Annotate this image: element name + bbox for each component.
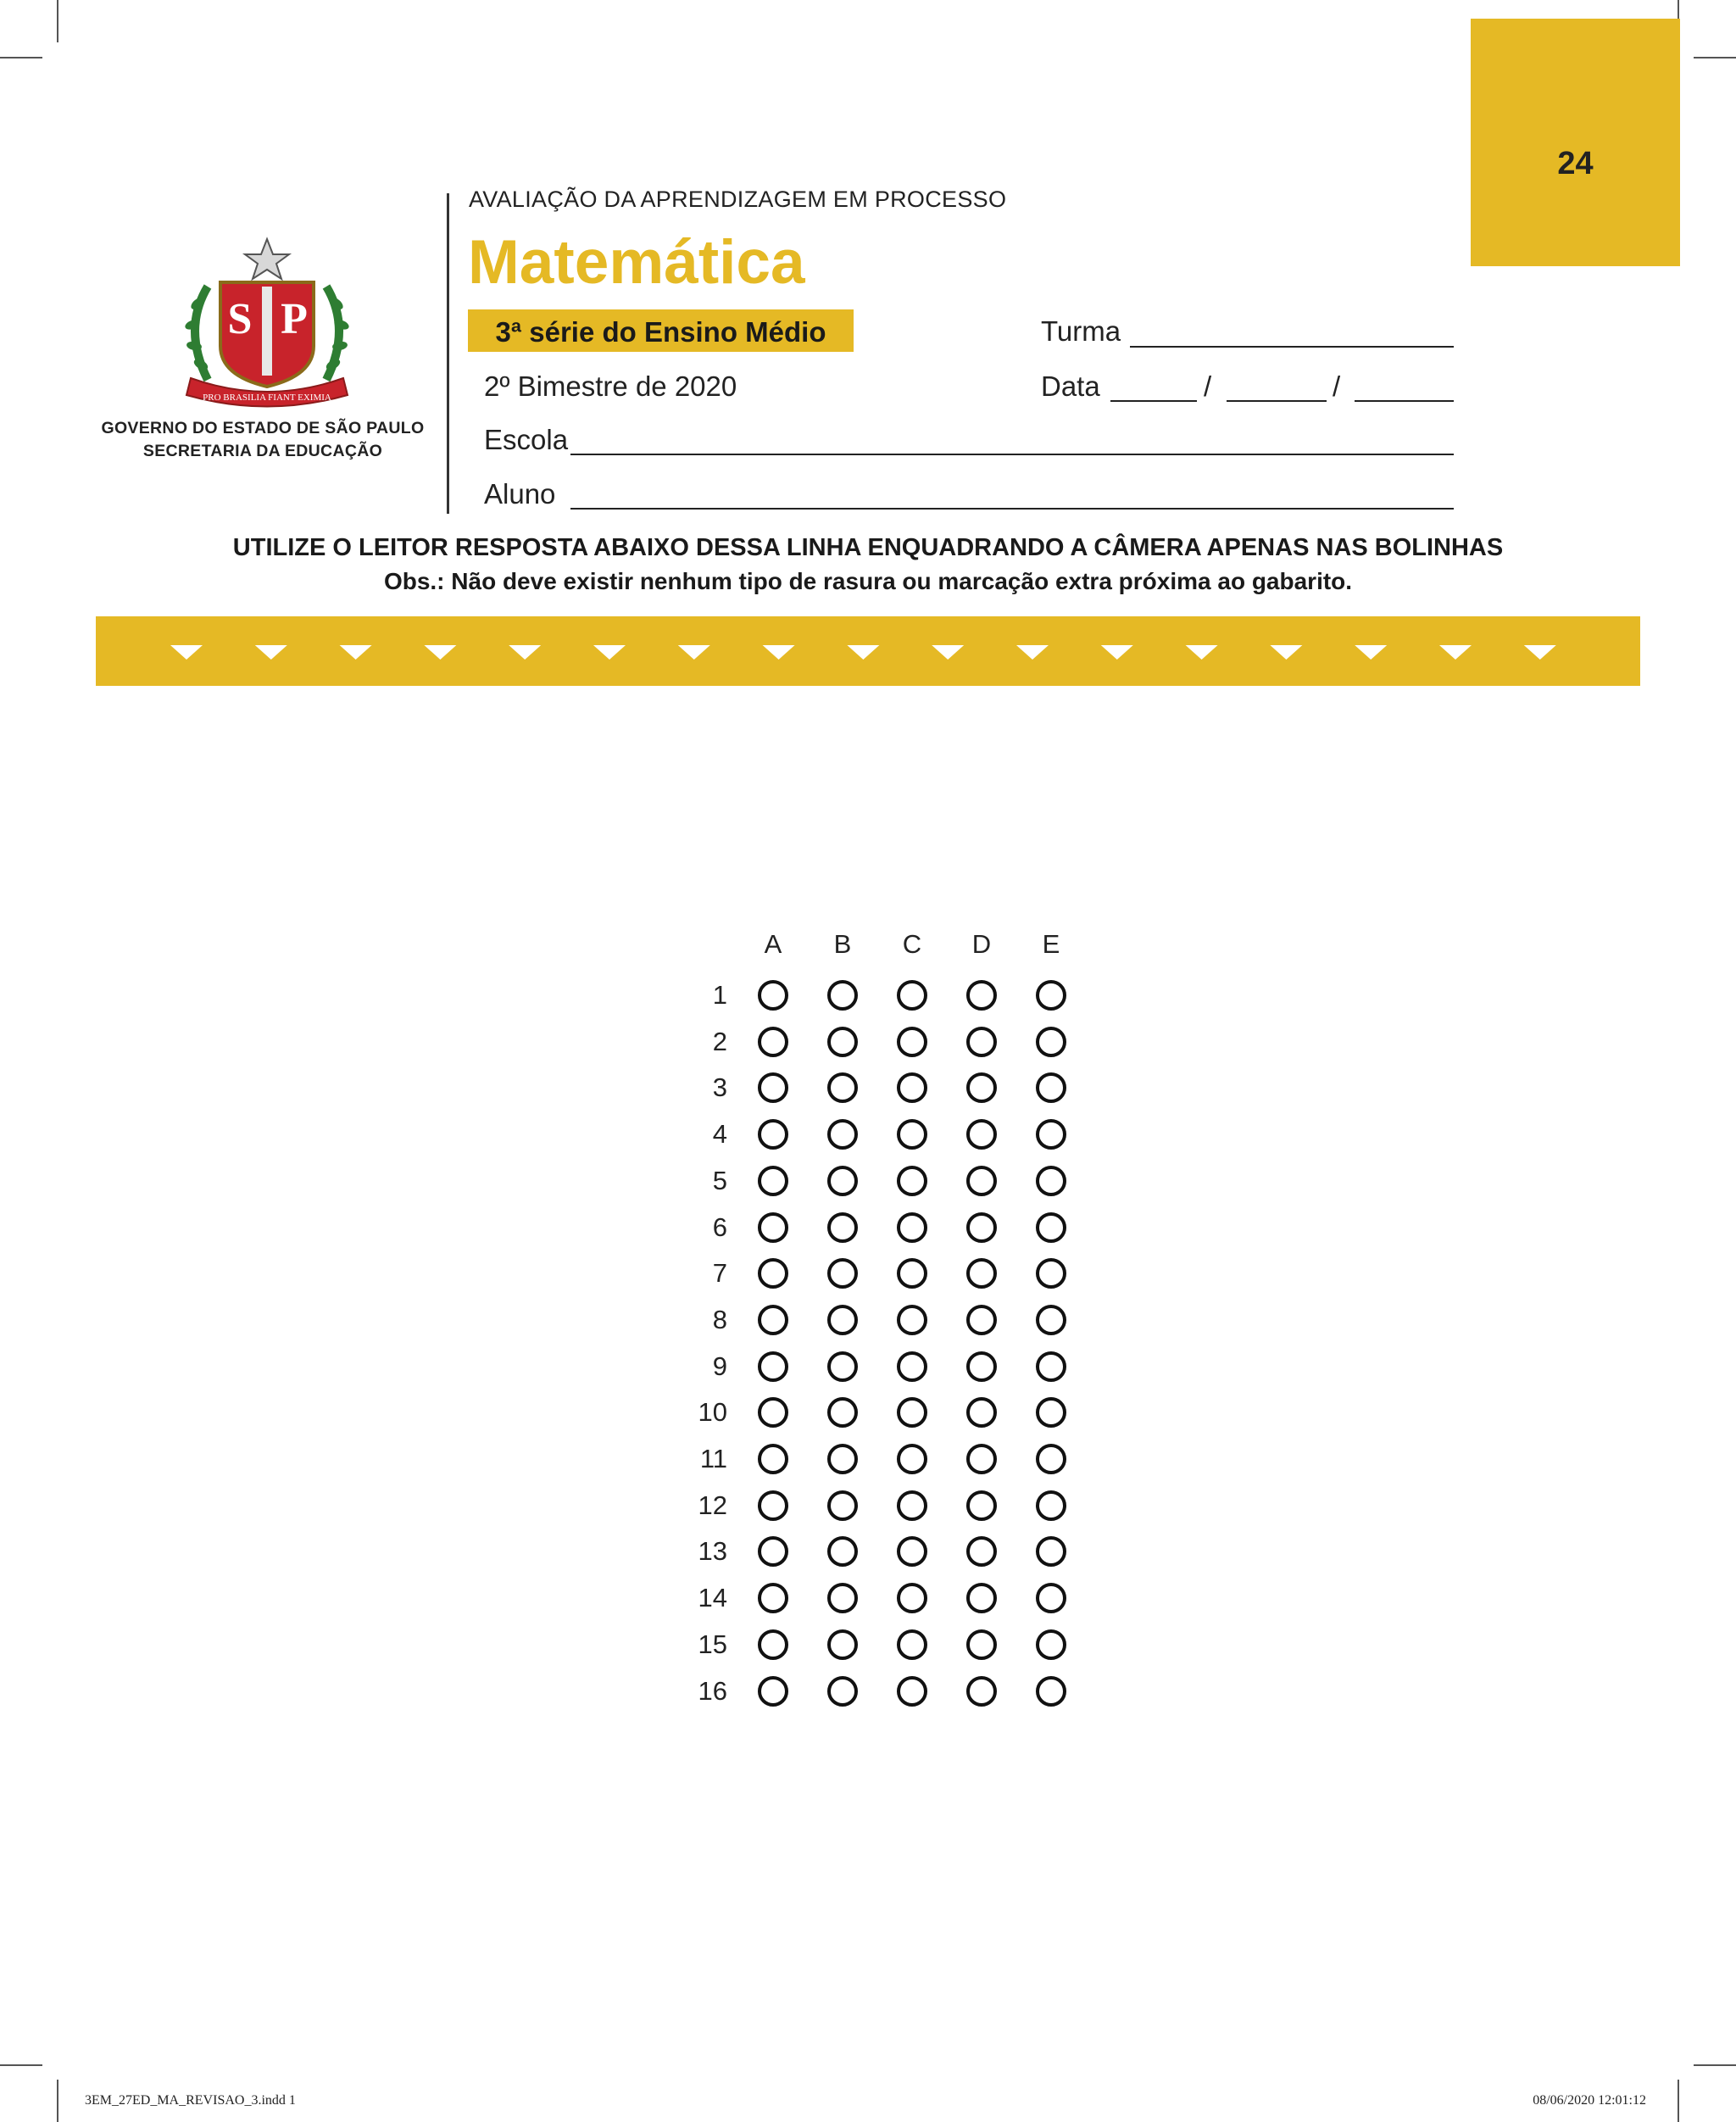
escola-field[interactable] [570, 454, 1454, 455]
alignment-triangle-icon [340, 645, 372, 660]
evaluation-title: AVALIAÇÃO DA APRENDIZAGEM EM PROCESSO [469, 187, 1007, 212]
answer-bubble[interactable] [966, 1536, 997, 1567]
turma-label: Turma [1041, 315, 1121, 347]
footer-timestamp: 08/06/2020 12:01:12 [1533, 2093, 1646, 2108]
answer-bubble[interactable] [1036, 1629, 1066, 1660]
answer-bubble[interactable] [827, 1397, 858, 1428]
svg-text:S: S [227, 295, 253, 343]
date-day-field[interactable] [1110, 400, 1197, 402]
answer-bubble[interactable] [827, 1444, 858, 1474]
answer-bubble[interactable] [758, 1166, 788, 1196]
answer-bubble[interactable] [1036, 1536, 1066, 1567]
answer-bubble[interactable] [897, 1583, 927, 1613]
answer-bubble[interactable] [758, 1629, 788, 1660]
answer-bubble[interactable] [897, 1490, 927, 1521]
answer-bubble[interactable] [1036, 1676, 1066, 1707]
alignment-triangle-icon [932, 645, 964, 660]
observation-note: Obs.: Não deve existir nenhum tipo de rasura ou marcação extra próxima ao gabarito. [383, 568, 1353, 594]
answer-bubble[interactable] [966, 1072, 997, 1103]
header-divider [447, 193, 449, 514]
aluno-label: Aluno [484, 478, 556, 510]
question-number: 9 [712, 1351, 727, 1381]
answer-bubble[interactable] [1036, 1166, 1066, 1196]
answer-bubble[interactable] [827, 1351, 858, 1382]
question-number: 4 [712, 1119, 727, 1150]
answer-bubble[interactable] [758, 1397, 788, 1428]
answer-bubble[interactable] [1036, 1212, 1066, 1243]
answer-bubble[interactable] [758, 1583, 788, 1613]
question-number: 13 [698, 1536, 727, 1567]
turma-field[interactable] [1130, 346, 1454, 348]
logo-motto: PRO BRASILIA FIANT EXIMIA [203, 393, 331, 403]
answer-bubble[interactable] [827, 1212, 858, 1243]
answer-bubble[interactable] [897, 1072, 927, 1103]
answer-bubble[interactable] [827, 1583, 858, 1613]
answer-bubble[interactable] [966, 1212, 997, 1243]
alignment-triangle-icon [847, 645, 879, 660]
alignment-triangle-icon [763, 645, 795, 660]
page-code: 24 [1557, 146, 1594, 181]
answer-bubble[interactable] [966, 1258, 997, 1289]
answer-bubble[interactable] [1036, 1305, 1066, 1335]
page-code-box [1471, 19, 1680, 266]
crop-mark [0, 2064, 42, 2066]
government-line: GOVERNO DO ESTADO DE SÃO PAULO [101, 419, 425, 437]
escola-label: Escola [484, 424, 569, 455]
answer-bubble[interactable] [897, 1351, 927, 1382]
answer-bubble[interactable] [897, 1676, 927, 1707]
answer-bubble[interactable] [966, 1027, 997, 1057]
alignment-triangle-icon [170, 645, 203, 660]
option-letter-d: D [971, 929, 992, 959]
answer-bubble[interactable] [1036, 1490, 1066, 1521]
question-number: 7 [712, 1258, 727, 1289]
answer-bubble[interactable] [758, 980, 788, 1011]
crop-mark [57, 0, 58, 42]
date-separator: / [1333, 370, 1341, 402]
answer-bubble[interactable] [1036, 1351, 1066, 1382]
answer-bubble[interactable] [897, 1305, 927, 1335]
department-line: SECRETARIA DA EDUCAÇÃO [142, 442, 383, 460]
answer-bubble[interactable] [827, 1258, 858, 1289]
answer-bubble[interactable] [1036, 1583, 1066, 1613]
answer-bubble[interactable] [827, 1027, 858, 1057]
answer-bubble[interactable] [827, 1629, 858, 1660]
grade-label: 3ª série do Ensino Médio [495, 316, 826, 348]
alignment-triangle-icon [593, 645, 626, 660]
answer-bubble[interactable] [897, 1629, 927, 1660]
alignment-triangle-icon [509, 645, 541, 660]
answer-bubble[interactable] [966, 1490, 997, 1521]
question-number: 16 [698, 1675, 727, 1706]
alignment-markers [96, 616, 1640, 686]
government-name [85, 417, 441, 463]
answer-bubble[interactable] [966, 1351, 997, 1382]
answer-bubble[interactable] [758, 1444, 788, 1474]
answer-bubble[interactable] [758, 1305, 788, 1335]
crop-mark [1694, 2064, 1736, 2066]
answer-bubble[interactable] [897, 980, 927, 1011]
answer-bubble[interactable] [1036, 1397, 1066, 1428]
answer-bubble[interactable] [827, 980, 858, 1011]
date-separator: / [1204, 370, 1212, 402]
alignment-triangle-icon [1355, 645, 1387, 660]
answer-bubble[interactable] [966, 1397, 997, 1428]
answer-bubble[interactable] [827, 1490, 858, 1521]
question-number: 6 [712, 1211, 727, 1242]
answer-bubble[interactable] [827, 1072, 858, 1103]
answer-bubble[interactable] [897, 1536, 927, 1567]
option-letter-c: C [902, 929, 922, 959]
answer-bubble[interactable] [966, 1583, 997, 1613]
alignment-triangle-icon [1270, 645, 1302, 660]
question-number: 3 [712, 1072, 727, 1103]
question-number: 15 [698, 1629, 727, 1659]
date-month-field[interactable] [1227, 400, 1327, 402]
alignment-triangle-icon [1524, 645, 1556, 660]
answer-bubble[interactable] [966, 1629, 997, 1660]
answer-bubble[interactable] [827, 1119, 858, 1150]
sao-paulo-coat-of-arms-icon [174, 236, 360, 414]
answer-bubble[interactable] [897, 1166, 927, 1196]
date-year-field[interactable] [1355, 400, 1454, 402]
answer-bubble[interactable] [1036, 980, 1066, 1011]
svg-text:P: P [281, 295, 308, 343]
answer-bubble[interactable] [827, 1676, 858, 1707]
aluno-field[interactable] [570, 508, 1454, 510]
question-number: 11 [699, 1444, 727, 1473]
data-label: Data [1041, 370, 1100, 402]
answer-bubble[interactable] [966, 1305, 997, 1335]
alignment-triangle-icon [424, 645, 456, 660]
alignment-triangle-icon [255, 645, 287, 660]
option-letter-a: A [764, 929, 782, 959]
scanner-instruction: UTILIZE O LEITOR RESPOSTA ABAIXO DESSA LINHA ENQUADRANDO A CÂMERA APENAS NAS BOLINHAS [232, 534, 1504, 561]
question-number: 14 [698, 1583, 727, 1613]
footer-filename: 3EM_27ED_MA_REVISAO_3.indd 1 [85, 2093, 296, 2108]
answer-bubble[interactable] [897, 1444, 927, 1474]
question-number: 12 [698, 1490, 727, 1520]
answer-bubble[interactable] [758, 1212, 788, 1243]
answer-bubble[interactable] [827, 1305, 858, 1335]
question-number: 8 [712, 1304, 727, 1334]
grade-badge [468, 309, 854, 352]
answer-bubble[interactable] [1036, 1027, 1066, 1057]
alignment-triangle-icon [1101, 645, 1133, 660]
answer-bubble[interactable] [1036, 1444, 1066, 1474]
answer-bubble[interactable] [897, 1119, 927, 1150]
option-letter-e: E [1042, 929, 1060, 959]
answer-bubble[interactable] [758, 1351, 788, 1382]
scan-alignment-band [96, 616, 1640, 686]
answer-bubble[interactable] [758, 1676, 788, 1707]
answer-bubble[interactable] [966, 980, 997, 1011]
question-number: 1 [712, 980, 727, 1010]
answer-bubble[interactable] [897, 1027, 927, 1057]
question-number: 10 [698, 1397, 727, 1428]
answer-bubble[interactable] [827, 1166, 858, 1196]
alignment-triangle-icon [1186, 645, 1218, 660]
answer-bubble[interactable] [966, 1119, 997, 1150]
option-letter-b: B [833, 929, 852, 959]
answer-bubble[interactable] [1036, 1072, 1066, 1103]
alignment-triangle-icon [678, 645, 710, 660]
answer-bubble[interactable] [758, 1027, 788, 1057]
answer-bubble[interactable] [758, 1072, 788, 1103]
answer-bubble[interactable] [1036, 1258, 1066, 1289]
alignment-triangle-icon [1439, 645, 1472, 660]
answer-bubble[interactable] [758, 1119, 788, 1150]
alignment-triangle-icon [1016, 645, 1049, 660]
question-number: 2 [712, 1026, 727, 1056]
answer-bubble[interactable] [1036, 1119, 1066, 1150]
answer-bubble[interactable] [966, 1444, 997, 1474]
answer-bubble[interactable] [897, 1212, 927, 1243]
crop-mark [1678, 2080, 1679, 2122]
answer-bubble[interactable] [966, 1676, 997, 1707]
answer-bubble[interactable] [897, 1258, 927, 1289]
subject-title: Matemática [468, 228, 805, 297]
answer-bubble[interactable] [827, 1536, 858, 1567]
answer-bubble[interactable] [758, 1536, 788, 1567]
answer-bubble[interactable] [758, 1258, 788, 1289]
crop-mark [57, 2080, 58, 2122]
crop-mark [0, 57, 42, 58]
term-label: 2º Bimestre de 2020 [484, 370, 737, 402]
crop-mark [1694, 57, 1736, 58]
answer-bubble[interactable] [758, 1490, 788, 1521]
question-number: 5 [712, 1165, 727, 1195]
answer-bubble[interactable] [897, 1397, 927, 1428]
answer-bubble[interactable] [966, 1166, 997, 1196]
